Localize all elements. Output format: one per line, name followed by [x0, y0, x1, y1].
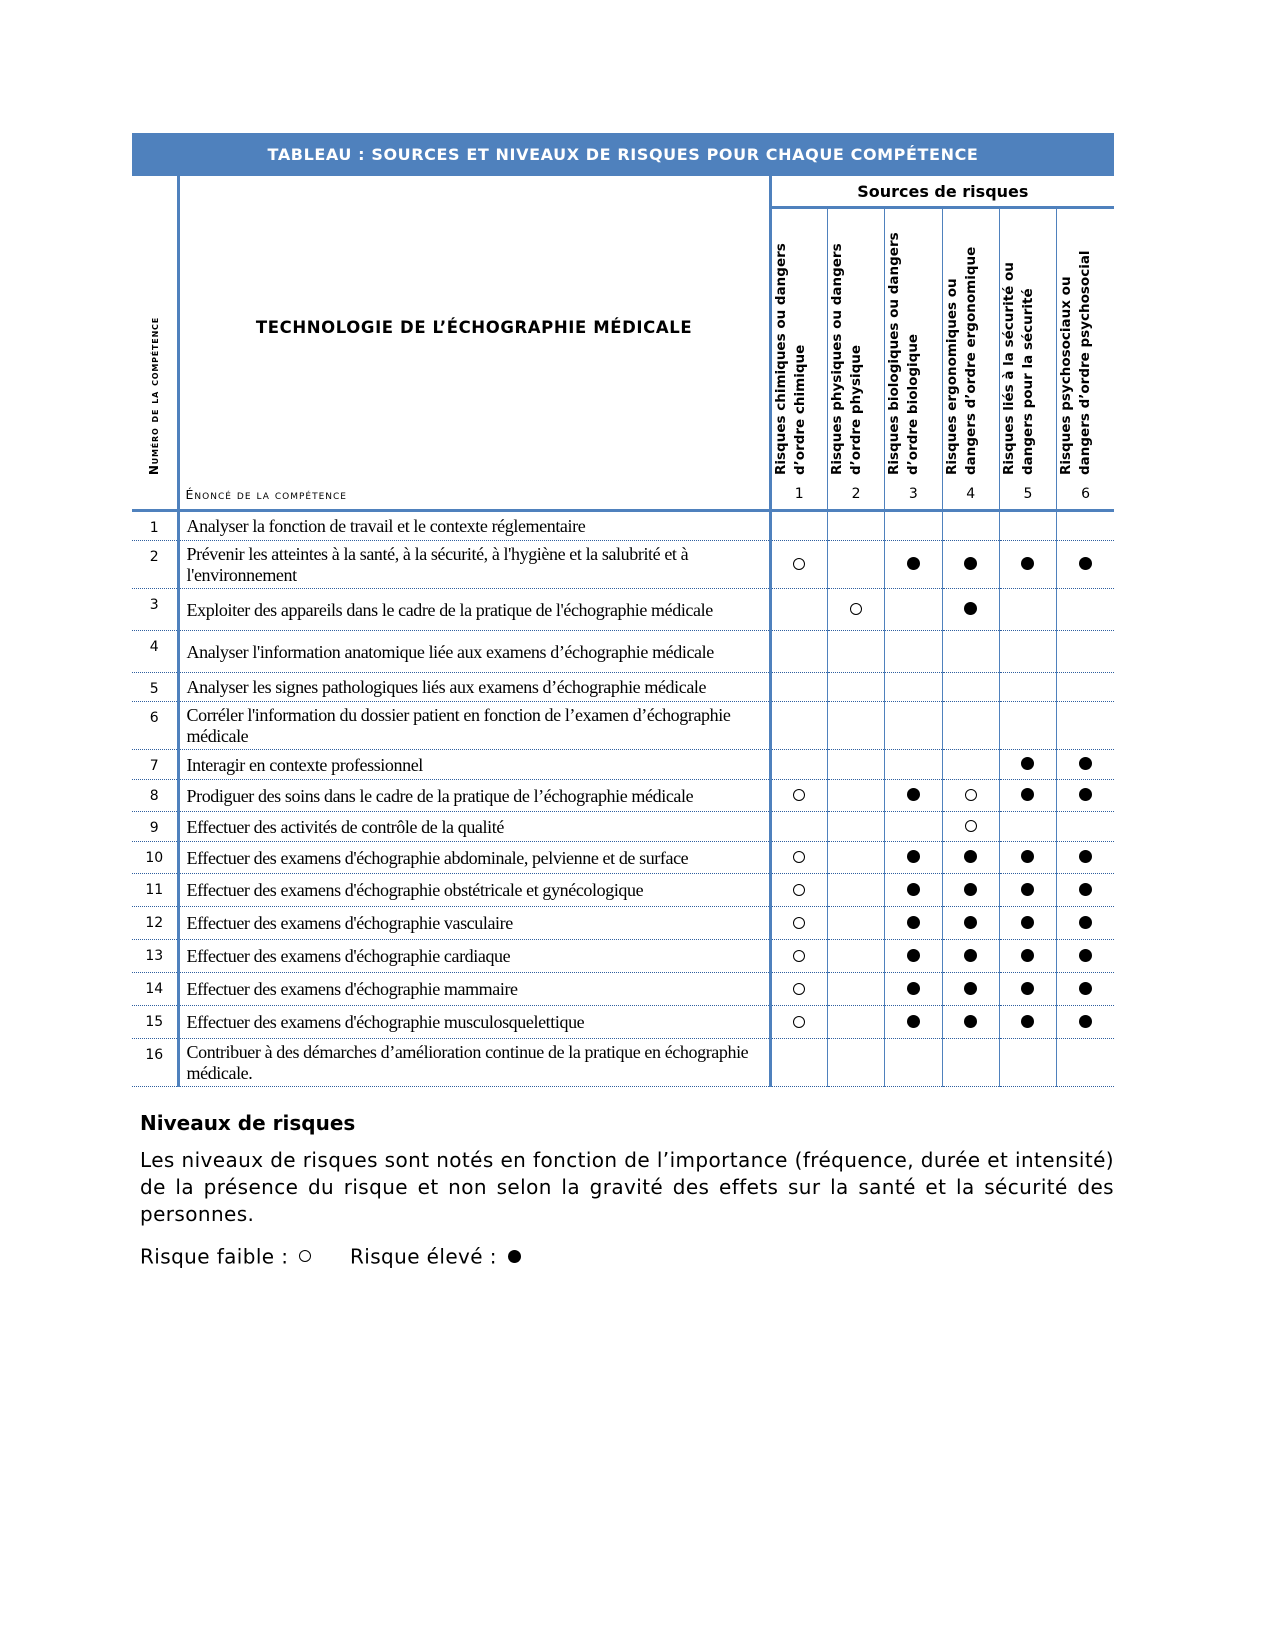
- risk-cell-source-5: [999, 541, 1056, 589]
- risk-cell-source-2: [827, 750, 884, 780]
- high-risk-dot-icon: [907, 788, 920, 801]
- competency-number: 5: [132, 673, 178, 702]
- risk-cell-source-4: [942, 631, 999, 673]
- low-risk-circle-icon: [965, 820, 977, 832]
- high-risk-dot-icon: [907, 883, 920, 896]
- competency-number: 11: [132, 874, 178, 907]
- risk-cell-source-5: [999, 812, 1056, 842]
- low-risk-circle-icon: [793, 1016, 805, 1028]
- high-risk-dot-icon: [1021, 557, 1034, 570]
- risk-cell-source-6: [1057, 842, 1114, 874]
- risk-cell-source-5: [999, 907, 1056, 940]
- high-risk-dot-icon: [907, 982, 920, 995]
- low-risk-circle-icon: [299, 1250, 311, 1262]
- low-risk-circle-icon: [793, 917, 805, 929]
- competency-statement: Effectuer des examens d'échographie abdominale, pelvienne et de surface: [178, 842, 770, 874]
- risk-cell-source-2: [827, 589, 884, 631]
- competency-number: 7: [132, 750, 178, 780]
- risk-cell-source-4: [942, 842, 999, 874]
- competency-number: 10: [132, 842, 178, 874]
- high-risk-dot-icon: [1079, 1015, 1092, 1028]
- risk-cell-source-1: [770, 1006, 827, 1039]
- risk-cell-source-1: [770, 511, 827, 541]
- competency-statement: Effectuer des examens d'échographie vasculaire: [178, 907, 770, 940]
- low-risk-circle-icon: [965, 789, 977, 801]
- risk-cell-source-4: [942, 973, 999, 1006]
- high-risk-dot-icon: [1079, 557, 1092, 570]
- risk-cell-source-1: [770, 541, 827, 589]
- risk-cell-source-4: [942, 940, 999, 973]
- risk-cell-source-5: [999, 1039, 1056, 1087]
- competency-statement: Analyser la fonction de travail et le contexte réglementaire: [178, 511, 770, 541]
- document-page: [132, 133, 1114, 1268]
- risk-source-number: 6: [1057, 479, 1114, 511]
- high-risk-dot-icon: [964, 850, 977, 863]
- risk-cell-source-4: [942, 750, 999, 780]
- risk-cell-source-6: [1057, 940, 1114, 973]
- table-row: [132, 1006, 1114, 1039]
- table-row: [132, 780, 1114, 812]
- risk-cell-source-3: [885, 940, 942, 973]
- high-risk-dot-icon: [964, 557, 977, 570]
- high-risk-dot-icon: [1079, 949, 1092, 962]
- competency-statement: Analyser l'information anatomique liée aux examens d’échographie médicale: [178, 631, 770, 673]
- risk-cell-source-3: [885, 750, 942, 780]
- competency-number: 3: [132, 589, 178, 631]
- table-row: [132, 589, 1114, 631]
- risk-cell-source-4: [942, 1006, 999, 1039]
- low-risk-circle-icon: [793, 884, 805, 896]
- risk-cell-source-1: [770, 673, 827, 702]
- risk-source-header-5: [999, 208, 1056, 480]
- risk-cell-source-5: [999, 673, 1056, 702]
- risk-cell-source-5: [999, 842, 1056, 874]
- risk-cell-source-3: [885, 842, 942, 874]
- risk-cell-source-1: [770, 812, 827, 842]
- risk-source-number: 4: [942, 479, 999, 511]
- legend-low-risk: [140, 1243, 318, 1267]
- high-risk-dot-icon: [907, 916, 920, 929]
- risk-cell-source-2: [827, 1006, 884, 1039]
- legend-title: Niveaux de risques: [140, 1111, 356, 1135]
- legend-high-risk: [350, 1243, 521, 1267]
- risk-source-header-6: [1057, 208, 1114, 480]
- competency-statement: Effectuer des activités de contrôle de la qualité: [178, 812, 770, 842]
- table-row: [132, 631, 1114, 673]
- risk-levels-legend: [132, 1111, 1114, 1268]
- risk-cell-source-5: [999, 511, 1056, 541]
- risk-cell-source-4: [942, 702, 999, 750]
- high-risk-dot-icon: [1079, 850, 1092, 863]
- risk-cell-source-4: [942, 589, 999, 631]
- risk-cell-source-2: [827, 907, 884, 940]
- competency-statement: Effectuer des examens d'échographie cardiaque: [178, 940, 770, 973]
- table-row: [132, 702, 1114, 750]
- risk-cell-source-4: [942, 812, 999, 842]
- risk-cell-source-6: [1057, 511, 1114, 541]
- risk-cell-source-6: [1057, 589, 1114, 631]
- risk-cell-source-2: [827, 702, 884, 750]
- high-risk-dot-icon: [508, 1250, 521, 1263]
- risk-cell-source-6: [1057, 702, 1114, 750]
- high-risk-dot-icon: [1079, 883, 1092, 896]
- risk-cell-source-1: [770, 750, 827, 780]
- table-body: [132, 511, 1114, 1087]
- risk-cell-source-1: [770, 780, 827, 812]
- risk-cell-source-1: [770, 589, 827, 631]
- table-row: [132, 541, 1114, 589]
- risk-cell-source-4: [942, 907, 999, 940]
- risk-cell-source-6: [1057, 812, 1114, 842]
- risk-cell-source-1: [770, 973, 827, 1006]
- risk-cell-source-3: [885, 780, 942, 812]
- low-risk-circle-icon: [793, 950, 805, 962]
- risk-source-number: 5: [999, 479, 1056, 511]
- table-row: [132, 973, 1114, 1006]
- risk-cell-source-3: [885, 812, 942, 842]
- risk-source-label: Risques chimiques ou dangers d’ordre chimique: [772, 243, 808, 475]
- competency-number: 1: [132, 511, 178, 541]
- risk-source-header-3: [885, 208, 942, 480]
- risk-cell-source-4: [942, 511, 999, 541]
- program-title: TECHNOLOGIE DE L’ÉCHOGRAPHIE MÉDICALE: [178, 176, 770, 479]
- competency-number: 15: [132, 1006, 178, 1039]
- high-risk-dot-icon: [1021, 916, 1034, 929]
- risk-source-header-2: [827, 208, 884, 480]
- low-risk-circle-icon: [793, 983, 805, 995]
- competency-number: 12: [132, 907, 178, 940]
- risk-table: [132, 133, 1114, 1087]
- high-risk-dot-icon: [907, 1015, 920, 1028]
- number-column-spacer: [132, 479, 178, 511]
- risk-cell-source-6: [1057, 673, 1114, 702]
- risk-cell-source-3: [885, 673, 942, 702]
- high-risk-dot-icon: [964, 916, 977, 929]
- competency-number: 13: [132, 940, 178, 973]
- risk-cell-source-2: [827, 940, 884, 973]
- high-risk-dot-icon: [1079, 788, 1092, 801]
- number-column-header-label: Numéro de la compétence: [147, 316, 162, 475]
- competency-statement: Prévenir les atteintes à la santé, à la sécurité, à l'hygiène et la salubrité et à l'environnement: [178, 541, 770, 589]
- high-risk-dot-icon: [907, 850, 920, 863]
- table-row: [132, 842, 1114, 874]
- high-risk-dot-icon: [1021, 883, 1034, 896]
- risk-cell-source-6: [1057, 1039, 1114, 1087]
- risk-cell-source-5: [999, 631, 1056, 673]
- risk-cell-source-3: [885, 589, 942, 631]
- risk-cell-source-1: [770, 1039, 827, 1087]
- low-risk-circle-icon: [850, 603, 862, 615]
- risk-cell-source-6: [1057, 631, 1114, 673]
- risk-cell-source-4: [942, 874, 999, 907]
- competency-statement: Analyser les signes pathologiques liés aux examens d’échographie médicale: [178, 673, 770, 702]
- table-row: [132, 940, 1114, 973]
- risk-source-label: Risques ergonomiques ou dangers d’ordre ergonomique: [943, 246, 979, 475]
- legend-description: Les niveaux de risques sont notés en fonction de l’importance (fréquence, durée et intensité) de la présence du risque et non selon la gravité des effets sur la santé et la sécurité des personnes.: [140, 1148, 1114, 1226]
- high-risk-dot-icon: [1021, 982, 1034, 995]
- risk-cell-source-3: [885, 541, 942, 589]
- table-row: [132, 673, 1114, 702]
- risk-cell-source-3: [885, 874, 942, 907]
- risk-cell-source-2: [827, 973, 884, 1006]
- risk-cell-source-6: [1057, 750, 1114, 780]
- high-risk-dot-icon: [964, 602, 977, 615]
- risk-source-number: 1: [770, 479, 827, 511]
- high-risk-dot-icon: [964, 982, 977, 995]
- high-risk-dot-icon: [1079, 757, 1092, 770]
- high-risk-dot-icon: [1079, 982, 1092, 995]
- low-risk-circle-icon: [793, 851, 805, 863]
- risk-cell-source-2: [827, 874, 884, 907]
- competency-number: 6: [132, 702, 178, 750]
- high-risk-dot-icon: [907, 949, 920, 962]
- risk-cell-source-6: [1057, 541, 1114, 589]
- table-row: [132, 812, 1114, 842]
- competency-statement: Prodiguer des soins dans le cadre de la pratique de l’échographie médicale: [178, 780, 770, 812]
- risk-cell-source-3: [885, 631, 942, 673]
- competency-statement: Effectuer des examens d'échographie obstétricale et gynécologique: [178, 874, 770, 907]
- risk-cell-source-3: [885, 511, 942, 541]
- risk-cell-source-3: [885, 702, 942, 750]
- risk-cell-source-5: [999, 702, 1056, 750]
- competency-statement: Exploiter des appareils dans le cadre de la pratique de l'échographie médicale: [178, 589, 770, 631]
- risk-cell-source-5: [999, 780, 1056, 812]
- risk-cell-source-4: [942, 780, 999, 812]
- risk-cell-source-2: [827, 673, 884, 702]
- risk-cell-source-6: [1057, 780, 1114, 812]
- high-risk-dot-icon: [964, 883, 977, 896]
- low-risk-circle-icon: [793, 789, 805, 801]
- high-risk-dot-icon: [1021, 1015, 1034, 1028]
- risk-cell-source-3: [885, 907, 942, 940]
- risk-source-header-1: [770, 208, 827, 480]
- competency-number: 16: [132, 1039, 178, 1087]
- risk-cell-source-6: [1057, 907, 1114, 940]
- competency-statement: Corréler l'information du dossier patient en fonction de l’examen d’échographie médicale: [178, 702, 770, 750]
- legend-keys: [140, 1242, 1114, 1268]
- legend-high-label: Risque élevé :: [349, 1244, 497, 1269]
- risk-source-label: Risques psychosociaux ou dangers d’ordre psychosocial: [1058, 250, 1094, 475]
- risk-cell-source-2: [827, 1039, 884, 1087]
- risk-source-number: 2: [827, 479, 884, 511]
- competency-statement: Contribuer à des démarches d’amélioration continue de la pratique en échographie médicale.: [178, 1039, 770, 1087]
- risk-cell-source-6: [1057, 973, 1114, 1006]
- risk-cell-source-2: [827, 780, 884, 812]
- risk-cell-source-3: [885, 973, 942, 1006]
- risk-cell-source-3: [885, 1006, 942, 1039]
- legend-low-label: Risque faible :: [140, 1244, 289, 1269]
- high-risk-dot-icon: [964, 949, 977, 962]
- competency-statement: Effectuer des examens d'échographie musculosquelettique: [178, 1006, 770, 1039]
- risk-cell-source-4: [942, 673, 999, 702]
- risk-cell-source-1: [770, 907, 827, 940]
- risk-cell-source-5: [999, 973, 1056, 1006]
- risk-cell-source-5: [999, 940, 1056, 973]
- high-risk-dot-icon: [1021, 949, 1034, 962]
- risk-cell-source-1: [770, 702, 827, 750]
- risk-cell-source-5: [999, 874, 1056, 907]
- risk-source-label: Risques biologiques ou dangers d’ordre biologique: [886, 232, 922, 475]
- risk-source-header-4: [942, 208, 999, 480]
- high-risk-dot-icon: [1021, 788, 1034, 801]
- high-risk-dot-icon: [1079, 916, 1092, 929]
- risk-cell-source-4: [942, 541, 999, 589]
- risk-cell-source-1: [770, 842, 827, 874]
- risk-cell-source-2: [827, 541, 884, 589]
- risk-source-number: 3: [885, 479, 942, 511]
- risk-cell-source-1: [770, 940, 827, 973]
- statement-header: Énoncé de la compétence: [178, 479, 770, 511]
- risk-cell-source-2: [827, 631, 884, 673]
- risk-cell-source-6: [1057, 1006, 1114, 1039]
- risk-cell-source-1: [770, 874, 827, 907]
- table-row: [132, 907, 1114, 940]
- competency-number: 2: [132, 541, 178, 589]
- risk-cell-source-6: [1057, 874, 1114, 907]
- number-column-header: [132, 176, 178, 479]
- risk-cell-source-5: [999, 750, 1056, 780]
- risk-cell-source-1: [770, 631, 827, 673]
- high-risk-dot-icon: [964, 1015, 977, 1028]
- risk-source-label: Risques physiques ou dangers d’ordre physique: [828, 243, 864, 475]
- competency-number: 9: [132, 812, 178, 842]
- competency-statement: Interagir en contexte professionnel: [178, 750, 770, 780]
- competency-number: 4: [132, 631, 178, 673]
- risk-cell-source-4: [942, 1039, 999, 1087]
- risk-cell-source-5: [999, 589, 1056, 631]
- risk-cell-source-2: [827, 812, 884, 842]
- high-risk-dot-icon: [1021, 850, 1034, 863]
- high-risk-dot-icon: [907, 557, 920, 570]
- competency-statement: Effectuer des examens d'échographie mammaire: [178, 973, 770, 1006]
- competency-number: 14: [132, 973, 178, 1006]
- risk-cell-source-3: [885, 1039, 942, 1087]
- low-risk-circle-icon: [793, 558, 805, 570]
- risk-cell-source-2: [827, 511, 884, 541]
- risk-cell-source-2: [827, 842, 884, 874]
- table-row: [132, 511, 1114, 541]
- competency-number: 8: [132, 780, 178, 812]
- risk-source-label: Risques liés à la sécurité ou dangers pour la sécurité: [1000, 262, 1036, 475]
- table-title: TABLEAU : SOURCES ET NIVEAUX DE RISQUES POUR CHAQUE COMPÉTENCE: [132, 133, 1114, 176]
- sources-header: Sources de risques: [770, 176, 1114, 208]
- table-row: [132, 874, 1114, 907]
- table-row: [132, 750, 1114, 780]
- risk-cell-source-5: [999, 1006, 1056, 1039]
- table-row: [132, 1039, 1114, 1087]
- high-risk-dot-icon: [1021, 757, 1034, 770]
